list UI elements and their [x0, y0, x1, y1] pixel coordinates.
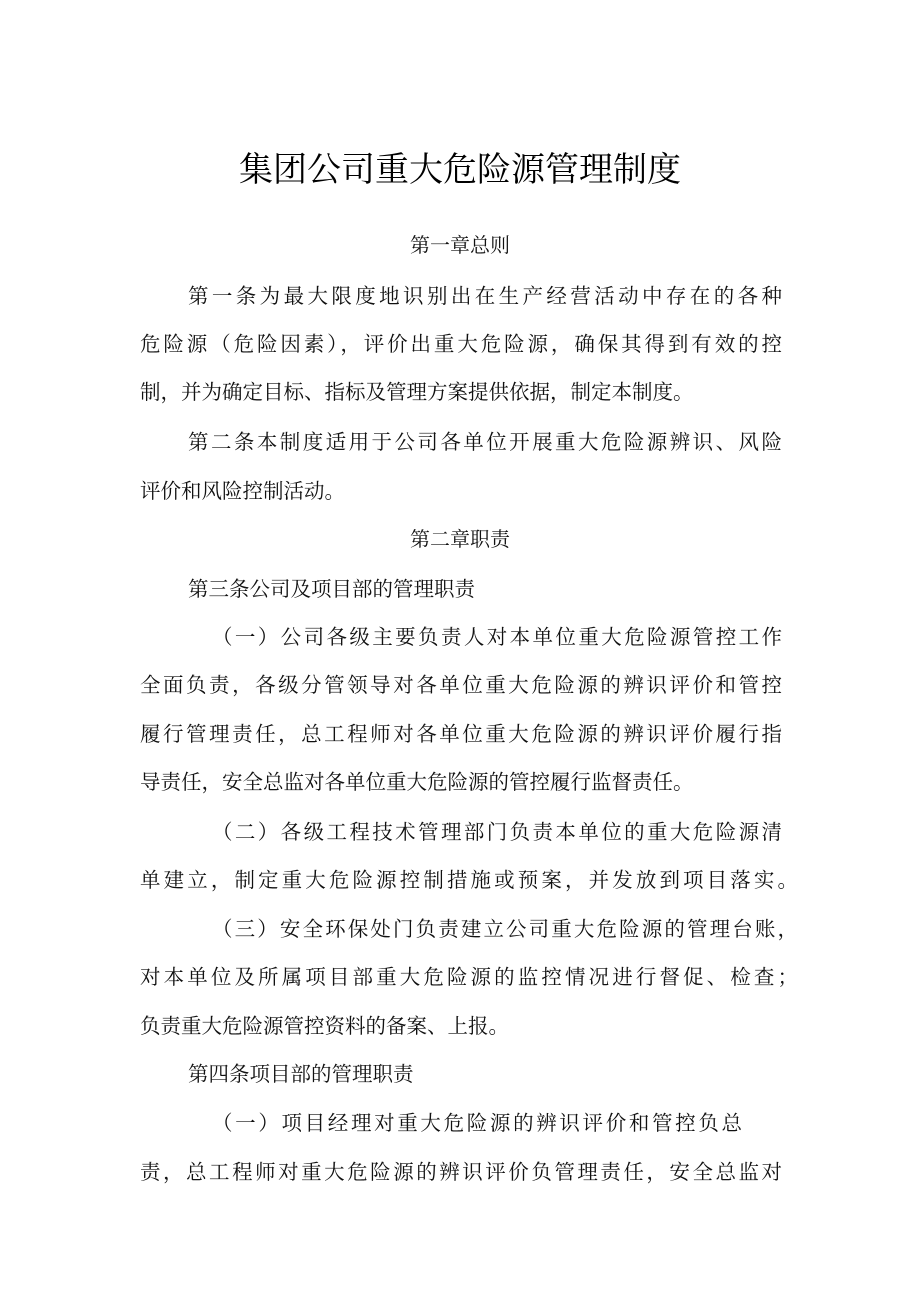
article-2-line-1: 第二条本制度适用于公司各单位开展重大危险源辨识、风险 [188, 430, 782, 454]
article-4-heading: 第四条项目部的管理职责 [188, 1062, 414, 1086]
article-4-item-1-line-2: 责，总工程师对重大危险源的辨识评价负管理责任，安全总监对 [140, 1160, 782, 1184]
article-3-item-1-line-3: 履行管理责任，总工程师对各单位重大危险源的辨识评价履行指 [140, 722, 782, 746]
article-3-item-2-line-1: （二）各级工程技术管理部门负责本单位的重大危险源清 [212, 820, 782, 844]
article-3-heading: 第三条公司及项目部的管理职责 [188, 577, 475, 601]
article-3-item-3-line-3: 负责重大危险源管控资料的备案、上报。 [140, 1014, 509, 1038]
article-1-line-1: 第一条为最大限度地识别出在生产经营活动中存在的各种 [188, 284, 782, 308]
article-3-item-1-line-2: 全面负责，各级分管领导对各单位重大危险源的辨识评价和管控 [140, 673, 782, 697]
article-1-line-2: 危险源（危险因素），评价出重大危险源，确保其得到有效的控 [140, 332, 782, 356]
article-3-item-2-line-2: 单建立，制定重大危险源控制措施或预案，并发放到项目落实。 [140, 868, 798, 892]
article-1-line-3: 制，并为确定目标、指标及管理方案提供依据，制定本制度。 [140, 380, 694, 404]
article-3-item-3-line-2: 对本单位及所属项目部重大危险源的监控情况进行督促、检查； [140, 965, 798, 989]
chapter-heading-1: 第一章总则 [410, 233, 510, 257]
article-3-item-3-line-1: （三）安全环保处门负责建立公司重大危险源的管理台账， [212, 917, 798, 941]
article-3-item-1-line-4: 导责任，安全总监对各单位重大危险源的管控履行监督责任。 [140, 770, 694, 794]
article-4-item-1-line-1: （一）项目经理对重大危险源的辨识评价和管控负总 [212, 1111, 742, 1135]
chapter-heading-2: 第二章职责 [410, 527, 510, 551]
article-2-line-2: 评价和风险控制活动。 [140, 479, 345, 503]
article-3-item-1-line-1: （一）公司各级主要负责人对本单位重大危险源管控工作 [212, 625, 782, 649]
document-title: 集团公司重大危险源管理制度 [239, 150, 681, 190]
